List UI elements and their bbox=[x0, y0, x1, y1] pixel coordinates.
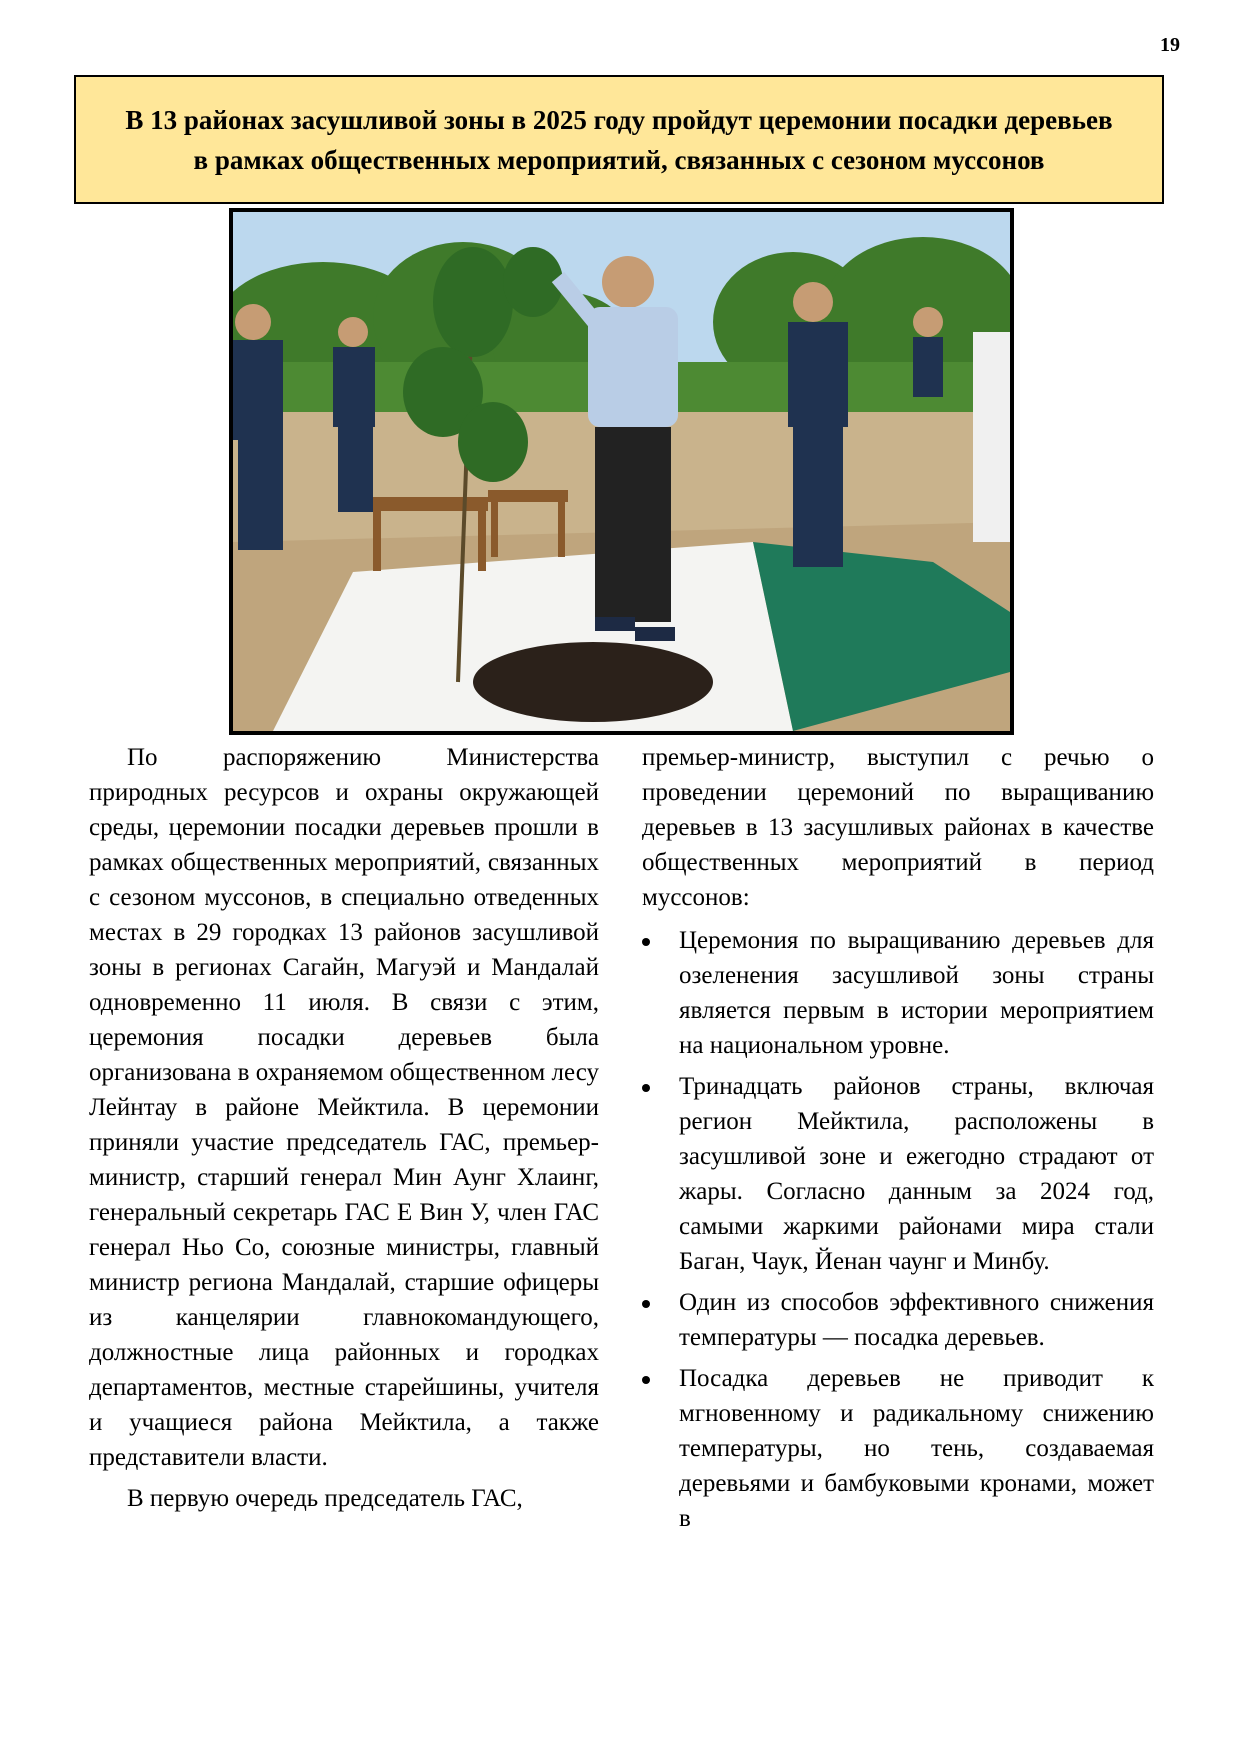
bullet-icon bbox=[642, 1084, 650, 1092]
list-item bbox=[642, 923, 1154, 1063]
list-item bbox=[642, 1069, 1154, 1279]
left-column bbox=[89, 740, 599, 1516]
bullet-icon bbox=[642, 1376, 650, 1384]
page-number: 19 bbox=[1160, 34, 1180, 56]
bullet-icon bbox=[642, 1300, 650, 1308]
right-column bbox=[642, 740, 1154, 1542]
photo-illustration bbox=[233, 212, 1010, 731]
list-item bbox=[642, 1361, 1154, 1536]
list-item-text: Один из способов эффективного снижения температуры — посадка деревьев. bbox=[679, 1289, 1154, 1351]
headline: В 13 районах засушливой зоны в 2025 году пройдут церемонии посадки деревьев в рамках общественных мероприятий, связанных с сезоном муссонов bbox=[125, 104, 1113, 175]
list-item-text: Посадка деревьев не приводит к мгновенному и радикальному снижению температуры, но тень, создаваемая деревьями и бамбуковыми кронами, может в bbox=[679, 1365, 1154, 1532]
paragraph: премьер-министр, выступил с речью о проведении церемоний по выращиванию деревьев в 13 засушливых районах в качестве общественных мероприятий в период муссонов: bbox=[642, 744, 1154, 911]
ceremony-photo bbox=[229, 208, 1014, 735]
bullet-icon bbox=[642, 938, 650, 946]
list-item-text: Церемония по выращиванию деревьев для озеленения засушливой зоны страны является первым в истории мероприятием на национальном уровне. bbox=[679, 927, 1154, 1059]
headline-box bbox=[74, 75, 1164, 204]
bullet-list bbox=[642, 923, 1154, 1536]
paragraph: В первую очередь председатель ГАС, bbox=[127, 1485, 523, 1512]
paragraph: По распоряжению Министерства природных ресурсов и охраны окружающей среды, церемонии посадки деревьев прошли в рамках общественных мероприятий, связанных с сезоном муссонов, в специально отведенных местах в 29 городках 13 районов засушливой зоны в регионах Сагайн, Магуэй и Мандалай одновременно 11 июля. В связи с этим, церемония посадки деревьев была организована в охраняемом общественном лесу Лейнтау в районе Мейктила. В церемонии приняли участие председатель ГАС, премьер-министр, старший генерал Мин Аунг Хлаинг, генеральный секретарь ГАС Е Вин У, член ГАС генерал Ньо Со, союзные министры, главный министр региона Мандалай, старшие офицеры из канцелярии главнокомандующего, должностные лица районных и городках департаментов, местные старейшины, учителя и учащиеся района Мейктила, а также представители власти. bbox=[89, 744, 599, 1471]
list-item bbox=[642, 1285, 1154, 1355]
list-item-text: Тринадцать районов страны, включая регион Мейктила, расположены в засушливой зоне и ежегодно страдают от жары. Согласно данным за 2024 год, самыми жаркими районами мира стали Баган, Чаук, Йенан чаунг и Минбу. bbox=[679, 1073, 1154, 1275]
photo-soil bbox=[473, 642, 713, 722]
